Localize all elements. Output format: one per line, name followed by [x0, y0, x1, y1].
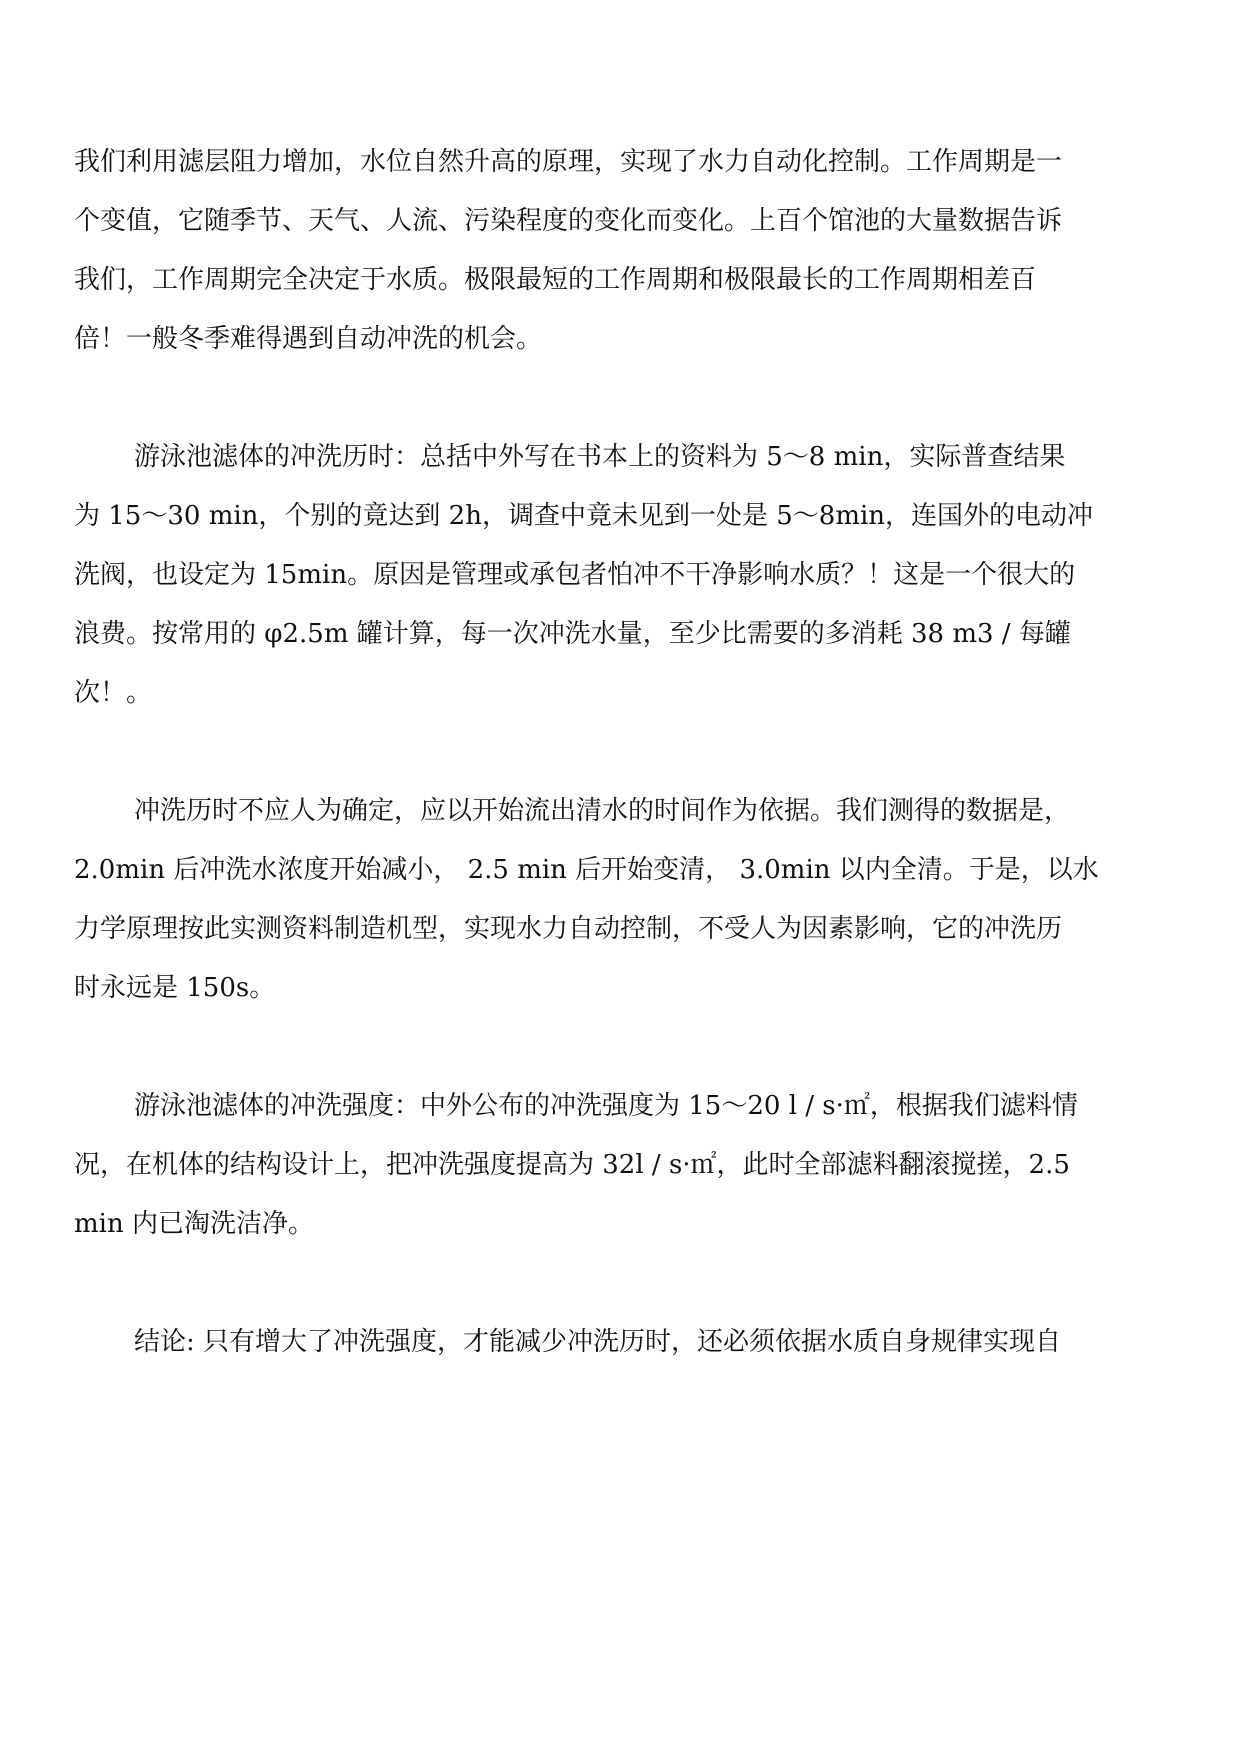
- paragraph-2-line-3: 洗阀，也设定为 15min。原因是管理或承包者怕冲不干净影响水质？！这是一个很大的: [74, 560, 1076, 590]
- paragraph-1-line-2: 个变值，它随季节、天气、人流、污染程度的变化而变化。上百个馆池的大量数据告诉: [74, 206, 1063, 236]
- paragraph-2-line-1: 游泳池滤体的冲洗历时：总括中外写在书本上的资料为 5～8 min，实际普查结果: [134, 442, 1066, 472]
- paragraph-5-line-1: 结论: 只有增大了冲洗强度，才能减少冲洗历时，还必须依据水质自身规律实现自: [134, 1327, 1062, 1357]
- paragraph-4-line-3: min 内已淘洗洁净。: [74, 1209, 314, 1239]
- paragraph-3-line-4: 时永远是 150s。: [74, 973, 276, 1003]
- paragraph-2-line-5: 次！。: [74, 678, 153, 708]
- paragraph-1-line-4: 倍！一般冬季难得遇到自动冲洗的机会。: [74, 324, 543, 354]
- paragraph-2-line-4: 浪费。按常用的 φ2.5m 罐计算，每一次冲洗水量，至少比需要的多消耗 38 m3 / 每罐: [74, 619, 1071, 649]
- paragraph-4-line-1: 游泳池滤体的冲洗强度：中外公布的冲洗强度为 15～20 l / s·㎡，根据我们滤料情: [134, 1091, 1078, 1121]
- paragraph-3-line-2: 2.0min 后冲洗水浓度开始减小， 2.5 min 后开始变清， 3.0min 以内全清。于是，以水: [74, 855, 1099, 885]
- paragraph-3-line-1: 冲洗历时不应人为确定，应以开始流出清水的时间作为依据。我们测得的数据是，: [134, 796, 1071, 826]
- paragraph-3-line-3: 力学原理按此实测资料制造机型，实现水力自动控制，不受人为因素影响，它的冲洗历: [74, 914, 1063, 944]
- paragraph-4-line-2: 况，在机体的结构设计上，把冲洗强度提高为 32l / s·㎡，此时全部滤料翻滚搅搓，2.5: [74, 1150, 1070, 1180]
- paragraph-2-line-2: 为 15～30 min，个别的竟达到 2h，调查中竟未见到一处是 5～8min，连国外的电动冲: [74, 501, 1094, 531]
- paragraph-1-line-3: 我们，工作周期完全决定于水质。极限最短的工作周期和极限最长的工作周期相差百: [74, 265, 1037, 295]
- paragraph-1-line-1: 我们利用滤层阻力增加，水位自然升高的原理，实现了水力自动化控制。工作周期是一: [74, 147, 1063, 177]
